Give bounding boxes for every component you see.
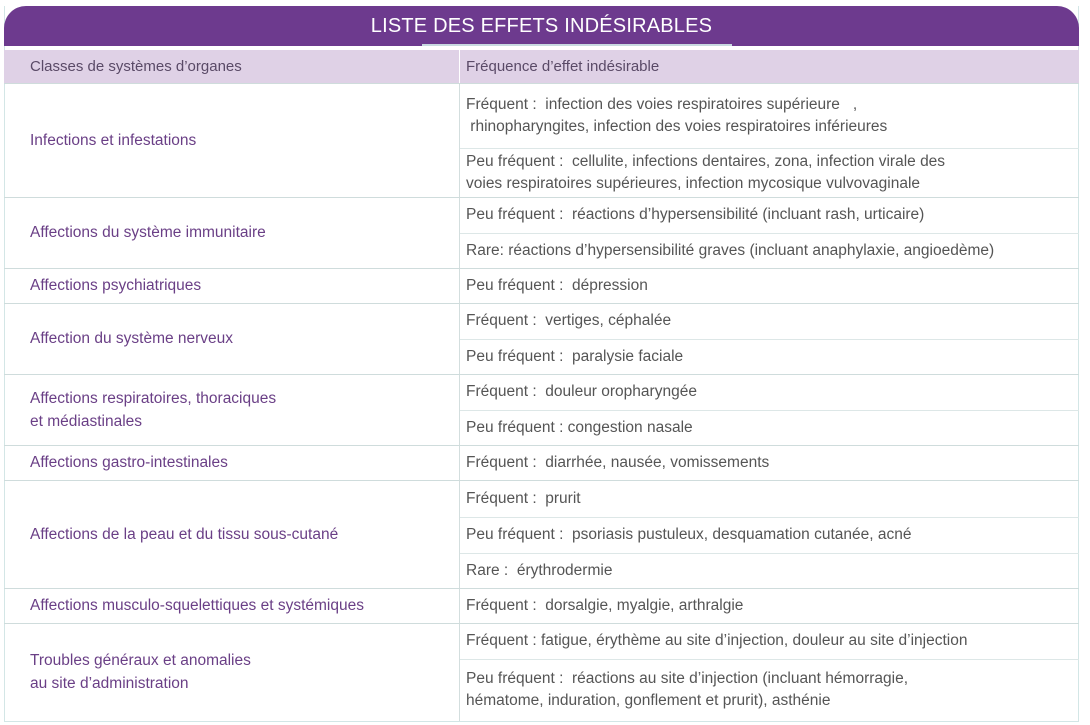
organ-class-line: Affections respiratoires, thoraciques: [30, 389, 277, 407]
entry-separator: [460, 553, 1079, 554]
organ-class-line: Troubles généraux et anomalies: [30, 652, 251, 669]
organ-class-line: et médiastinales: [30, 412, 143, 430]
entry-separator: [460, 517, 1079, 518]
frequency-line: Fréquent : fatigue, érythème au site d’injection, douleur au site d’injection: [466, 632, 968, 649]
entry-separator: [460, 148, 1079, 149]
entry-separator: [460, 659, 1079, 660]
frequency-line: Peu fréquent : réactions d’hypersensibilité (incluant rash, urticaire): [466, 206, 925, 223]
header-classes: Classes de systèmes d’organes: [30, 58, 242, 75]
row-separator: [4, 588, 1079, 589]
frequency-entry: [466, 630, 967, 652]
header-row: [4, 50, 1079, 83]
frequency-line: Peu fréquent : cellulite, infections dentaires, zona, infection virale des: [466, 152, 946, 170]
frequency-entry: [466, 240, 994, 262]
frequency-line: hématome, induration, gonflement et prurit), asthénie: [466, 692, 831, 709]
organ-class-label: [30, 649, 251, 695]
frequency-line: voies respiratoires supérieures, infection mycosique vulvovaginale: [466, 174, 921, 192]
frequency-line: Rare: réactions d’hypersensibilité graves (incluant anaphylaxie, angioedème): [466, 241, 995, 259]
frequency-line: Peu fréquent : paralysie faciale: [466, 347, 684, 365]
organ-class-label: [30, 451, 228, 474]
frequency-line: Peu fréquent : psoriasis pustuleux, desquamation cutanée, acné: [466, 526, 912, 543]
organ-class-line: Affections psychiatriques: [30, 277, 202, 294]
organ-class-label: [30, 594, 364, 617]
frequency-line: Fréquent : diarrhée, nausée, vomissements: [466, 453, 770, 471]
frequency-entry: [466, 488, 581, 510]
organ-class-line: Affection du système nerveux: [30, 330, 234, 347]
frequency-entry: [466, 381, 697, 403]
frequency-line: Fréquent : prurit: [466, 489, 581, 507]
frequency-entry: [466, 668, 908, 712]
frequency-line: Fréquent : vertiges, céphalée: [466, 312, 672, 329]
frequency-line: Fréquent : infection des voies respiratoires supérieure ,: [466, 95, 858, 113]
row-separator: [4, 268, 1079, 269]
organ-class-line: au site d’administration: [30, 675, 189, 692]
frequency-entry: [466, 595, 743, 617]
organ-class-line: Affections musculo-squelettiques et systémiques: [30, 597, 364, 614]
organ-class-label: [30, 387, 276, 433]
frequency-line: Peu fréquent : congestion nasale: [466, 418, 693, 436]
organ-class-label: [30, 523, 338, 546]
organ-class-line: Infections et infestations: [30, 131, 197, 149]
row-separator: [4, 374, 1079, 375]
frequency-entry: [466, 524, 911, 546]
frequency-entry: [466, 346, 683, 368]
entry-separator: [460, 233, 1079, 234]
frequency-line: Rare : érythrodermie: [466, 561, 613, 579]
frequency-line: Fréquent : dorsalgie, myalgie, arthralgie: [466, 596, 744, 614]
organ-class-line: Affections du système immunitaire: [30, 224, 266, 241]
row-separator: [4, 623, 1079, 624]
organ-class-line: Affections gastro-intestinales: [30, 454, 228, 471]
row-separator: [4, 303, 1079, 304]
entry-separator: [460, 339, 1079, 340]
frequency-line: rhinopharyngites, infection des voies respiratoires inférieures: [466, 117, 888, 135]
frequency-entry: [466, 275, 648, 297]
column-divider: [459, 83, 460, 721]
frequency-entry: [466, 310, 671, 332]
organ-class-label: [30, 274, 201, 297]
frequency-entry: [466, 417, 693, 439]
organ-class-label: [30, 129, 196, 152]
frequency-entry: [466, 204, 924, 226]
frequency-entry: [466, 94, 887, 138]
frequency-line: Peu fréquent : réactions au site d’injection (incluant hémorragie,: [466, 670, 908, 687]
row-separator: [4, 83, 1079, 84]
entry-separator: [460, 410, 1079, 411]
row-separator: [4, 197, 1079, 198]
frequency-entry: [466, 560, 612, 582]
frequency-line: Peu fréquent : dépression: [466, 276, 648, 294]
frequency-entry: [466, 151, 945, 195]
row-separator: [4, 480, 1079, 481]
header-frequency: Fréquence d’effet indésirable: [466, 58, 660, 75]
row-separator: [4, 445, 1079, 446]
table-title: LISTE DES EFFETS INDÉSIRABLES: [370, 15, 713, 37]
title-underline: [422, 44, 732, 46]
organ-class-label: [30, 221, 266, 244]
organ-class-line: Affections de la peau et du tissu sous-cutané: [30, 525, 339, 543]
organ-class-label: [30, 327, 233, 350]
title-bar: [4, 6, 1079, 46]
frequency-entry: [466, 452, 769, 474]
header-divider: [459, 50, 460, 83]
frequency-line: Fréquent : douleur oropharyngée: [466, 383, 697, 400]
